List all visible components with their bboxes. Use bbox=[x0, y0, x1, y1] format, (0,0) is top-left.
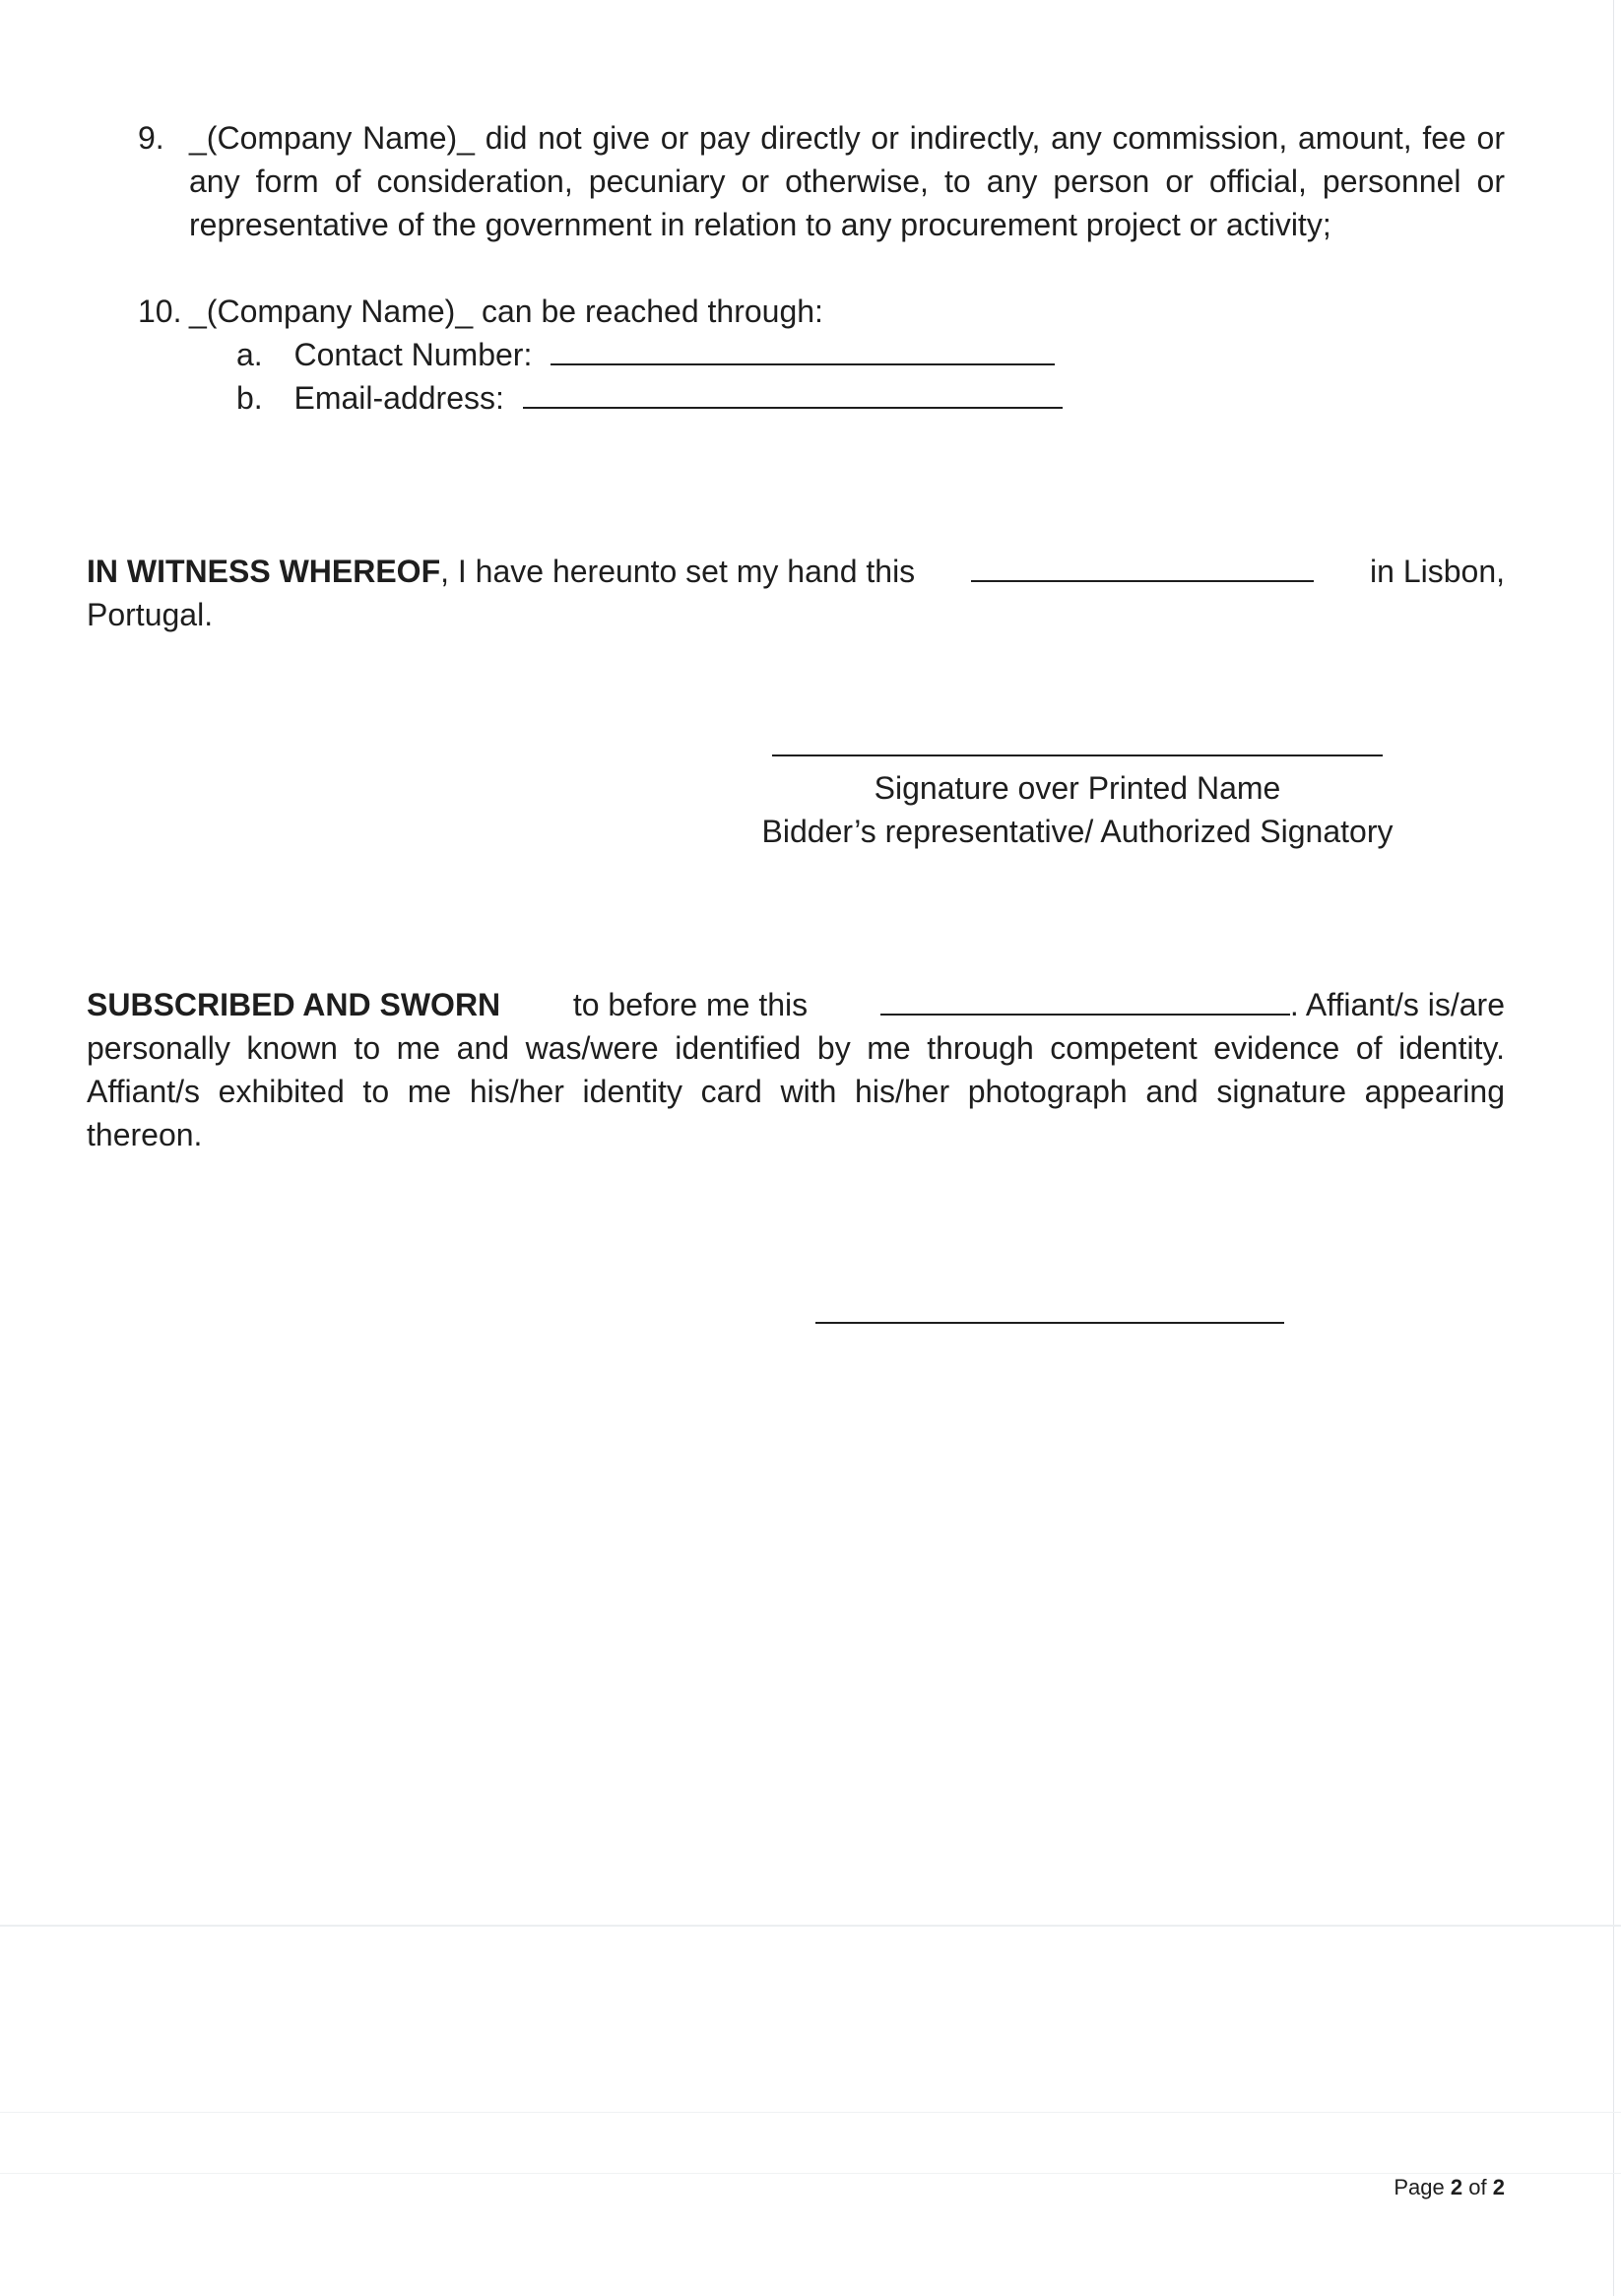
signatory-role: Bidder’s representative/ Authorized Signatory bbox=[761, 814, 1394, 849]
sworn-body: personally known to me and was/were identified by me through competent evidence of identity. Affiant/s exhibited to me his/her identity card with his/her photograph and signature appearing thereon. bbox=[87, 1030, 1505, 1152]
scan-edge bbox=[1613, 0, 1614, 2296]
subitem-a-letter: a. bbox=[236, 337, 263, 372]
item-9-number: 9. bbox=[138, 120, 164, 156]
signature-line bbox=[772, 754, 1383, 756]
sworn-date-blank bbox=[880, 984, 1290, 1016]
item-10-number: 10. bbox=[138, 294, 182, 329]
item-9-text: _(Company Name)_ did not give or pay directly or indirectly, any commission, amount, fee or any form of consideration, pecuniary or otherwise, to any person or official, personnel or representative of the government in relation to any procurement project or activity; bbox=[189, 120, 1505, 242]
contact-number-blank bbox=[551, 334, 1055, 365]
contact-number-label: Contact Number: bbox=[293, 337, 533, 372]
witness-line-2: Portugal. bbox=[87, 597, 214, 632]
witness-date-blank bbox=[971, 551, 1314, 582]
signature-caption: Signature over Printed Name bbox=[874, 770, 1281, 806]
page-number: Page 2 of 2 bbox=[1394, 2175, 1505, 2199]
subitem-b-letter: b. bbox=[236, 380, 263, 416]
witness-paragraph bbox=[87, 550, 1505, 636]
sworn-blank-group bbox=[880, 983, 1505, 1026]
email-address-line bbox=[236, 376, 1063, 420]
sworn-text: to before me this bbox=[572, 987, 809, 1022]
sworn-paragraph bbox=[87, 983, 1505, 1156]
notary-signature-line bbox=[815, 1322, 1284, 1324]
sworn-bold: SUBSCRIBED AND SWORN bbox=[87, 987, 501, 1022]
witness-bold: IN WITNESS WHEREOF, I have hereunto set my hand this bbox=[87, 554, 916, 589]
sworn-affiant: . Affiant/s is/are bbox=[1289, 987, 1505, 1022]
email-address-label: Email-address: bbox=[293, 380, 504, 416]
scan-fold-line bbox=[0, 1925, 1621, 1927]
scan-faint-line bbox=[0, 2112, 1621, 2113]
witness-location: in Lisbon, bbox=[1370, 554, 1505, 589]
contact-number-line bbox=[236, 333, 1055, 376]
email-address-blank bbox=[523, 377, 1063, 409]
item-10-text: _(Company Name)_ can be reached through: bbox=[189, 294, 823, 329]
